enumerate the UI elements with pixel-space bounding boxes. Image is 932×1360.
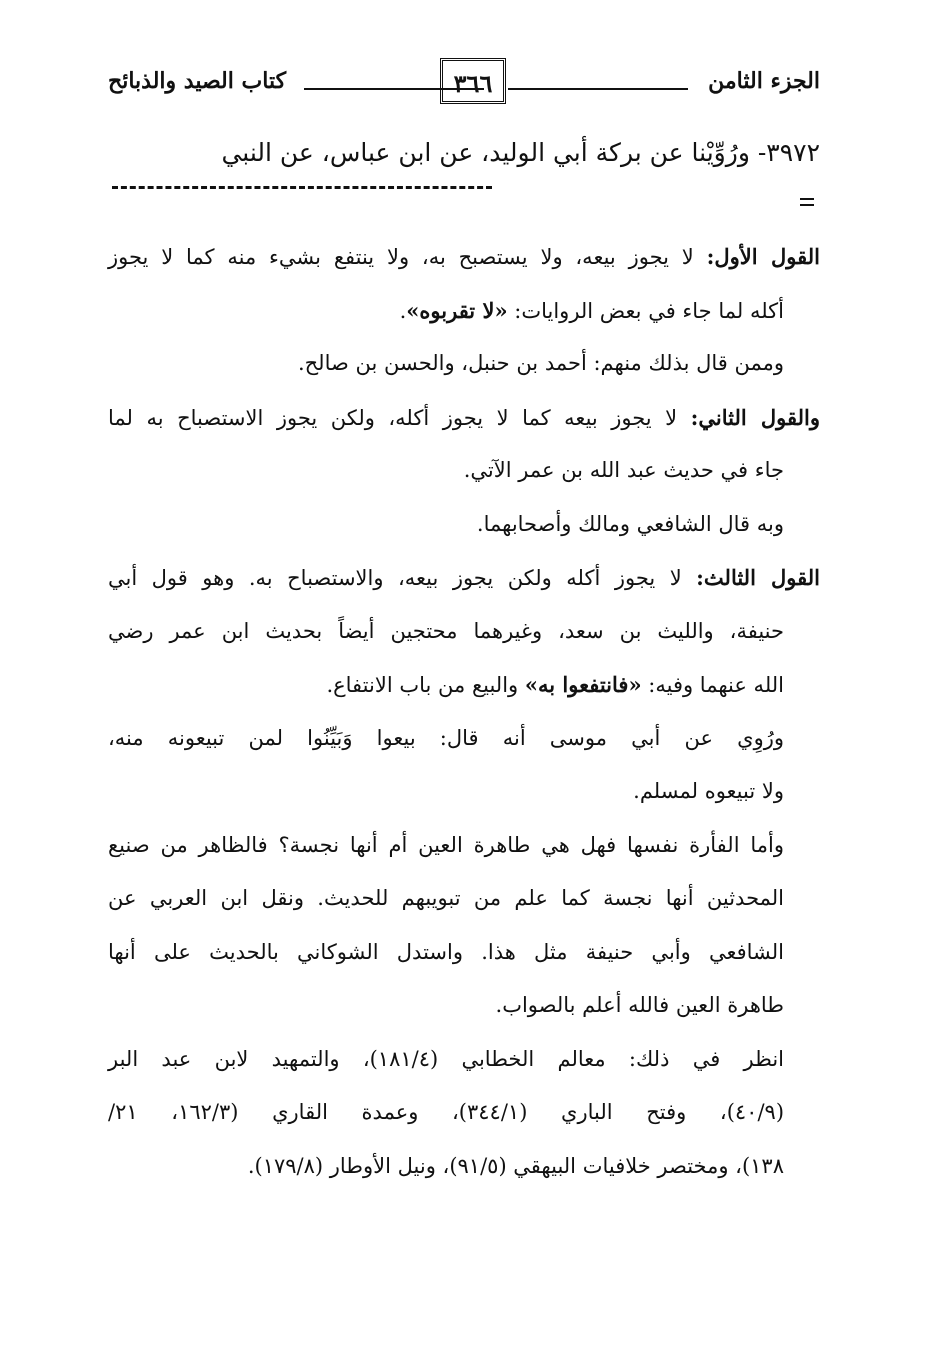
header-rule-right (508, 88, 688, 90)
book-title: كتاب الصيد والذبائح (108, 68, 287, 94)
line-text: انظر في ذلك: معالم الخطابي (١٨١/٤)، والتمهيد لابن عبد البر (108, 1046, 785, 1071)
commentary-line (108, 872, 820, 926)
opinion-label: القول الأول: (706, 244, 820, 269)
line-text: (٤٠/٩)، وفتح الباري (٣٤٤/١)، وعمدة القاري (١٦٢/٣، ٢١/ (108, 1100, 785, 1124)
commentary-line (108, 284, 820, 338)
header-rule-left (304, 88, 484, 90)
commentary-line (108, 230, 820, 284)
commentary-line (108, 444, 820, 498)
line-text: وبه قال الشافعي ومالك وأصحابهما. (476, 511, 784, 536)
commentary-line (108, 926, 820, 980)
line-text: جاء في حديث عبد الله بن عمر الآتي. (463, 458, 784, 482)
line-text: لا يجوز أكله ولكن يجوز بيعه، والاستصباح به. وهو قول أبي (108, 566, 697, 590)
page-number: ٣٦٦ (440, 58, 506, 104)
line-text-after: والبيع من باب الانتفاع. (326, 673, 525, 697)
line-text: المحدثين أنها نجسة كما علم من تبويبهم للحديث. ونقل ابن العربي عن (108, 886, 784, 910)
commentary-line (108, 605, 820, 659)
line-text: ولا تبيعوه لمسلم. (633, 779, 784, 803)
line-text: لا يجوز بيعه كما لا يجوز أكله، ولكن يجوز الاستصباح به لما (108, 405, 691, 430)
line-text: طاهرة العين فالله أعلم بالصواب. (495, 993, 784, 1017)
commentary-line (108, 551, 820, 605)
quoted-phrase: «لا تقربوه» (406, 297, 508, 323)
separator-mark (800, 198, 814, 210)
commentary-line (108, 712, 820, 766)
line-text: الله عنهما وفيه: (641, 673, 784, 697)
opinion-label: القول الثالث: (696, 565, 820, 590)
line-text-after: . (399, 298, 407, 323)
line-text: ١٣٨)، ومختصر خلافيات البيهقي (٩١/٥)، ونيل الأوطار (١٧٩/٨). (247, 1153, 784, 1178)
line-text: ورُوِي عن أبي موسى أنه قال: بيعوا وَبَيِّنُوا لمن تبيعونه منه، (108, 725, 784, 750)
commentary-line (108, 391, 820, 445)
commentary-line (108, 498, 820, 552)
commentary-line (108, 979, 820, 1033)
commentary-body (108, 230, 820, 1193)
line-text: وممن قال بذلك منهم: أحمد بن حنبل، والحسن بن صالح. (297, 351, 784, 375)
reference-line (108, 1086, 820, 1140)
line-text: أكله لما جاء في بعض الروايات: (507, 298, 784, 323)
line-text: لا يجوز بيعه، ولا يستصبح به، ولا ينتفع بشيء منه كما لا يجوز (108, 245, 707, 269)
line-text: حنيفة، والليث بن سعد، وغيرهما محتجين أيضاً بحديث ابن عمر رضي (108, 618, 784, 643)
hadith-text: ٣٩٧٢- ورُوِّيْنا عن بركة أبي الوليد، عن ابن عباس، عن النبي (221, 138, 820, 167)
quoted-phrase: «فانتفعوا به» (524, 672, 642, 697)
commentary-line (108, 337, 820, 391)
line-text: وأما الفأرة نفسها فهل هي طاهرة العين أم أنها نجسة؟ فالظاهر من صنيع (108, 832, 784, 857)
footnote-separator (112, 186, 492, 189)
reference-line (108, 1033, 820, 1087)
line-text: الشافعي وأبي حنيفة مثل هذا. واستدل الشوكاني بالحديث على أنها (108, 939, 784, 964)
opinion-label: والقول الثاني: (690, 404, 820, 430)
running-header (108, 58, 820, 108)
commentary-line (108, 765, 820, 819)
commentary-line (108, 819, 820, 873)
volume-title: الجزء الثامن (708, 68, 820, 94)
commentary-line (108, 658, 820, 712)
reference-line (108, 1140, 820, 1194)
